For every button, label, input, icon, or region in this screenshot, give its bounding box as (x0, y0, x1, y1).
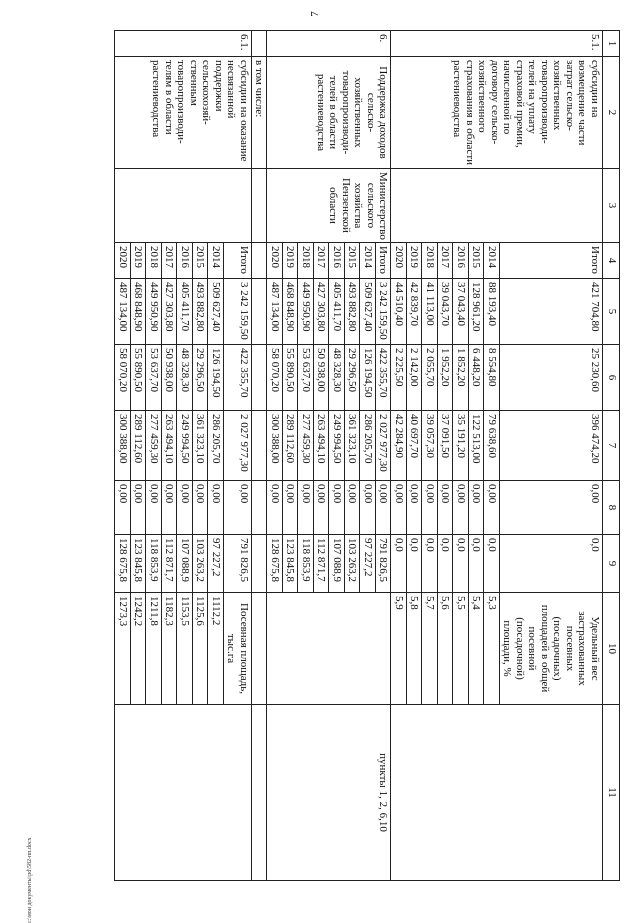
data-cell: 249 994,50 (329, 411, 345, 481)
data-cell: 35 191,20 (453, 411, 469, 481)
data-cell: 2017 (314, 243, 330, 279)
data-cell: 8 554,80 (484, 345, 500, 411)
data-cell: 263 494,10 (314, 411, 330, 481)
total-cell: Итого (500, 243, 603, 279)
empty-cell (252, 243, 268, 279)
data-cell: 2 055,70 (422, 345, 438, 411)
row-number: 6. (267, 31, 391, 57)
total-cell: 791 826,5 (376, 535, 392, 593)
data-cell: 1112,2 (208, 593, 224, 705)
data-cell: 487 134,00 (267, 279, 283, 345)
data-cell: 118 853,9 (298, 535, 314, 593)
data-cell: 97 227,2 (208, 535, 224, 593)
program-table (115, 30, 621, 881)
executor (391, 169, 603, 243)
data-cell: 118 853,9 (146, 535, 162, 593)
data-cell: 6 448,20 (469, 345, 485, 411)
total-cell: 422 355,70 (376, 345, 392, 411)
data-cell: 0,00 (162, 481, 178, 535)
data-cell: 128 961,20 (469, 279, 485, 345)
data-cell: 2015 (345, 243, 361, 279)
total-cell: 3 242 159,50 (224, 279, 252, 345)
data-cell: 2 142,00 (407, 345, 423, 411)
data-cell: 1273,3 (115, 593, 131, 705)
total-cell: 0,00 (224, 481, 252, 535)
data-cell: 5,9 (391, 593, 407, 705)
empty-cell (252, 593, 268, 705)
page-number: 7 (309, 11, 321, 17)
data-cell: 123 845,8 (131, 535, 147, 593)
data-cell: 0,00 (267, 481, 283, 535)
data-cell: 277 459,30 (298, 411, 314, 481)
data-cell: 39 057,30 (422, 411, 438, 481)
data-cell: 112 871,7 (162, 535, 178, 593)
header-cell: 8 (603, 481, 620, 535)
data-cell: 286 205,70 (208, 411, 224, 481)
data-cell: 2016 (453, 243, 469, 279)
total-cell: 396 474,20 (500, 411, 603, 481)
data-cell: 0,0 (438, 535, 454, 593)
data-cell: 97 227,2 (360, 535, 376, 593)
in-total-label: в том числе: (252, 57, 268, 169)
data-cell: 2018 (146, 243, 162, 279)
data-cell: 0,00 (453, 481, 469, 535)
data-cell: 405 411,70 (177, 279, 193, 345)
data-cell: 5,5 (453, 593, 469, 705)
data-cell: 2016 (329, 243, 345, 279)
data-cell: 361 323,10 (193, 411, 209, 481)
data-cell: 2014 (208, 243, 224, 279)
data-cell: 2020 (391, 243, 407, 279)
data-cell: 249 994,50 (177, 411, 193, 481)
empty-cell (252, 279, 268, 345)
row-number: 5.1. (391, 31, 603, 57)
header-cell: 5 (603, 279, 620, 345)
data-cell: 107 088,9 (329, 535, 345, 593)
data-cell: 123 845,8 (283, 535, 299, 593)
data-cell: 2015 (469, 243, 485, 279)
data-cell: 5,8 (407, 593, 423, 705)
empty-cell (252, 169, 268, 243)
data-cell: 0,00 (298, 481, 314, 535)
data-cell: 449 950,90 (146, 279, 162, 345)
data-cell: 468 848,90 (283, 279, 299, 345)
data-cell: 289 112,60 (283, 411, 299, 481)
data-cell: 0,00 (146, 481, 162, 535)
data-cell: 5,3 (484, 593, 500, 705)
data-cell: 449 950,90 (298, 279, 314, 345)
data-cell: 2 225,50 (391, 345, 407, 411)
table-row (224, 31, 252, 881)
notes-cell (115, 705, 252, 881)
data-cell: 48 328,30 (329, 345, 345, 411)
data-cell: 0,00 (177, 481, 193, 535)
data-cell: 427 303,80 (314, 279, 330, 345)
data-cell: 2019 (407, 243, 423, 279)
measure-name: субсидии на оказание несвязанной поддержки сельскохозяй-ственным товаропроизводи-телям в области растениеводства (115, 57, 252, 169)
total-cell: 3 242 159,50 (376, 279, 392, 345)
data-cell: 263 494,10 (162, 411, 178, 481)
total-cell: Итого (224, 243, 252, 279)
header-cell: 11 (603, 705, 620, 881)
executor: Министерство сельского хозяйства Пензенской области (267, 169, 391, 243)
total-cell: 2 027 977,30 (224, 411, 252, 481)
data-cell: 122 513,00 (469, 411, 485, 481)
data-cell: 0,0 (407, 535, 423, 593)
data-cell: 0,00 (422, 481, 438, 535)
total-cell: 25 230,60 (500, 345, 603, 411)
total-cell: 0,00 (376, 481, 392, 535)
data-cell: 0,00 (283, 481, 299, 535)
data-cell: 0,00 (193, 481, 209, 535)
data-cell: 2018 (298, 243, 314, 279)
data-cell: 2019 (131, 243, 147, 279)
data-cell: 487 134,00 (115, 279, 131, 345)
data-cell: 493 882,80 (193, 279, 209, 345)
indicator-cell (267, 593, 391, 705)
footer-path: c:\мои документы\pd\582-пп.docx (27, 837, 33, 923)
data-cell: 42 284,90 (391, 411, 407, 481)
data-cell: 40 697,70 (407, 411, 423, 481)
data-cell: 300 388,00 (115, 411, 131, 481)
data-cell: 2017 (162, 243, 178, 279)
data-cell: 2020 (267, 243, 283, 279)
table-header-row (603, 31, 620, 881)
empty-cell (252, 411, 268, 481)
total-cell: 0,0 (500, 535, 603, 593)
measure-name: Поддержка доходов сельско-хозяйственных товаропроизводи-телей в области растениеводства (267, 57, 391, 169)
data-cell: 128 675,8 (115, 535, 131, 593)
data-cell: 5,4 (469, 593, 485, 705)
data-cell: 58 070,20 (267, 345, 283, 411)
header-cell: 3 (603, 169, 620, 243)
data-cell: 88 193,40 (484, 279, 500, 345)
data-cell: 0,00 (329, 481, 345, 535)
total-cell: 791 826,5 (224, 535, 252, 593)
data-cell: 128 675,8 (267, 535, 283, 593)
data-cell: 468 848,90 (131, 279, 147, 345)
data-cell: 37 091,50 (438, 411, 454, 481)
data-cell: 1182,3 (162, 593, 178, 705)
total-cell: 0,00 (500, 481, 603, 535)
header-cell: 7 (603, 411, 620, 481)
table-row (376, 31, 392, 881)
header-cell: 2 (603, 57, 620, 169)
data-cell: 0,00 (345, 481, 361, 535)
data-cell: 0,00 (391, 481, 407, 535)
data-cell: 493 882,80 (345, 279, 361, 345)
data-cell: 29 296,50 (193, 345, 209, 411)
data-cell: 42 839,70 (407, 279, 423, 345)
data-cell: 0,0 (453, 535, 469, 593)
data-cell: 0,0 (484, 535, 500, 593)
data-cell: 0,0 (391, 535, 407, 593)
data-cell: 126 194,50 (360, 345, 376, 411)
data-cell: 1 952,20 (438, 345, 454, 411)
notes-cell: пункты 1, 2, 6,10 (267, 705, 391, 881)
data-cell: 0,00 (484, 481, 500, 535)
data-cell: 509 627,40 (208, 279, 224, 345)
data-cell: 2016 (177, 243, 193, 279)
data-cell: 5,7 (422, 593, 438, 705)
total-cell: 422 355,70 (224, 345, 252, 411)
data-cell: 53 637,70 (298, 345, 314, 411)
data-cell: 2018 (422, 243, 438, 279)
data-cell: 1 852,20 (453, 345, 469, 411)
data-cell: 53 637,70 (146, 345, 162, 411)
measure-name: субсидии на возмещение части затрат сельско-хозяйственных товаропроизводи-телей на уплату страховой премии, начисленной по договору сельско-хозяйственного страхования в области растениеводства (391, 57, 603, 169)
data-cell: 39 043,70 (438, 279, 454, 345)
data-cell: 107 088,9 (177, 535, 193, 593)
data-cell: 0,00 (208, 481, 224, 535)
subheading-row (252, 31, 268, 881)
data-cell: 55 890,50 (283, 345, 299, 411)
data-cell: 1242,2 (131, 593, 147, 705)
data-cell: 2014 (360, 243, 376, 279)
header-cell: 4 (603, 243, 620, 279)
data-cell: 58 070,20 (115, 345, 131, 411)
data-cell: 0,00 (314, 481, 330, 535)
indicator-header: Удельный вес застрахованных посевных (посадочных) площадей в общей посевной (посадочной) площади, % (500, 593, 603, 705)
header-cell: 1 (603, 31, 620, 57)
data-cell: 41 113,00 (422, 279, 438, 345)
data-cell: 103 263,2 (193, 535, 209, 593)
data-cell: 0,0 (422, 535, 438, 593)
total-cell: 421 704,80 (500, 279, 603, 345)
data-cell: 50 938,00 (162, 345, 178, 411)
data-cell: 0,00 (469, 481, 485, 535)
data-cell: 509 627,40 (360, 279, 376, 345)
executor (115, 169, 252, 243)
row-number (252, 31, 268, 57)
empty-cell (252, 345, 268, 411)
data-cell: 2014 (484, 243, 500, 279)
data-cell: 427 303,80 (162, 279, 178, 345)
header-cell: 9 (603, 535, 620, 593)
data-cell: 37 043,40 (453, 279, 469, 345)
notes-cell (391, 705, 603, 881)
data-cell: 0,00 (131, 481, 147, 535)
data-cell: 5,6 (438, 593, 454, 705)
data-cell: 126 194,50 (208, 345, 224, 411)
data-cell: 286 205,70 (360, 411, 376, 481)
data-cell: 2017 (438, 243, 454, 279)
data-cell: 79 638,60 (484, 411, 500, 481)
indicator-header: Посевная площадь, тыс.га (224, 593, 252, 705)
data-cell: 0,00 (115, 481, 131, 535)
data-cell: 103 263,2 (345, 535, 361, 593)
data-cell: 2015 (193, 243, 209, 279)
data-cell: 50 938,00 (314, 345, 330, 411)
row-number: 6.1. (115, 31, 252, 57)
data-cell: 2020 (115, 243, 131, 279)
data-cell: 0,00 (438, 481, 454, 535)
rotated-page (80, 30, 620, 880)
data-cell: 405 411,70 (329, 279, 345, 345)
empty-cell (252, 481, 268, 535)
empty-cell (252, 535, 268, 593)
table-row (500, 31, 603, 881)
data-cell: 1125,6 (193, 593, 209, 705)
data-cell: 55 890,50 (131, 345, 147, 411)
data-cell: 48 328,30 (177, 345, 193, 411)
data-cell: 0,00 (407, 481, 423, 535)
header-cell: 10 (603, 593, 620, 705)
data-cell: 1211,8 (146, 593, 162, 705)
data-cell: 289 112,60 (131, 411, 147, 481)
total-cell: Итого (376, 243, 392, 279)
data-cell: 0,0 (469, 535, 485, 593)
total-cell: 2 027 977,30 (376, 411, 392, 481)
data-cell: 44 510,40 (391, 279, 407, 345)
data-cell: 2019 (283, 243, 299, 279)
data-cell: 0,00 (360, 481, 376, 535)
data-cell: 112 871,7 (314, 535, 330, 593)
empty-cell (252, 705, 268, 881)
data-cell: 1153,5 (177, 593, 193, 705)
data-cell: 29 296,50 (345, 345, 361, 411)
data-cell: 300 388,00 (267, 411, 283, 481)
data-cell: 361 323,10 (345, 411, 361, 481)
data-cell: 277 459,30 (146, 411, 162, 481)
header-cell: 6 (603, 345, 620, 411)
